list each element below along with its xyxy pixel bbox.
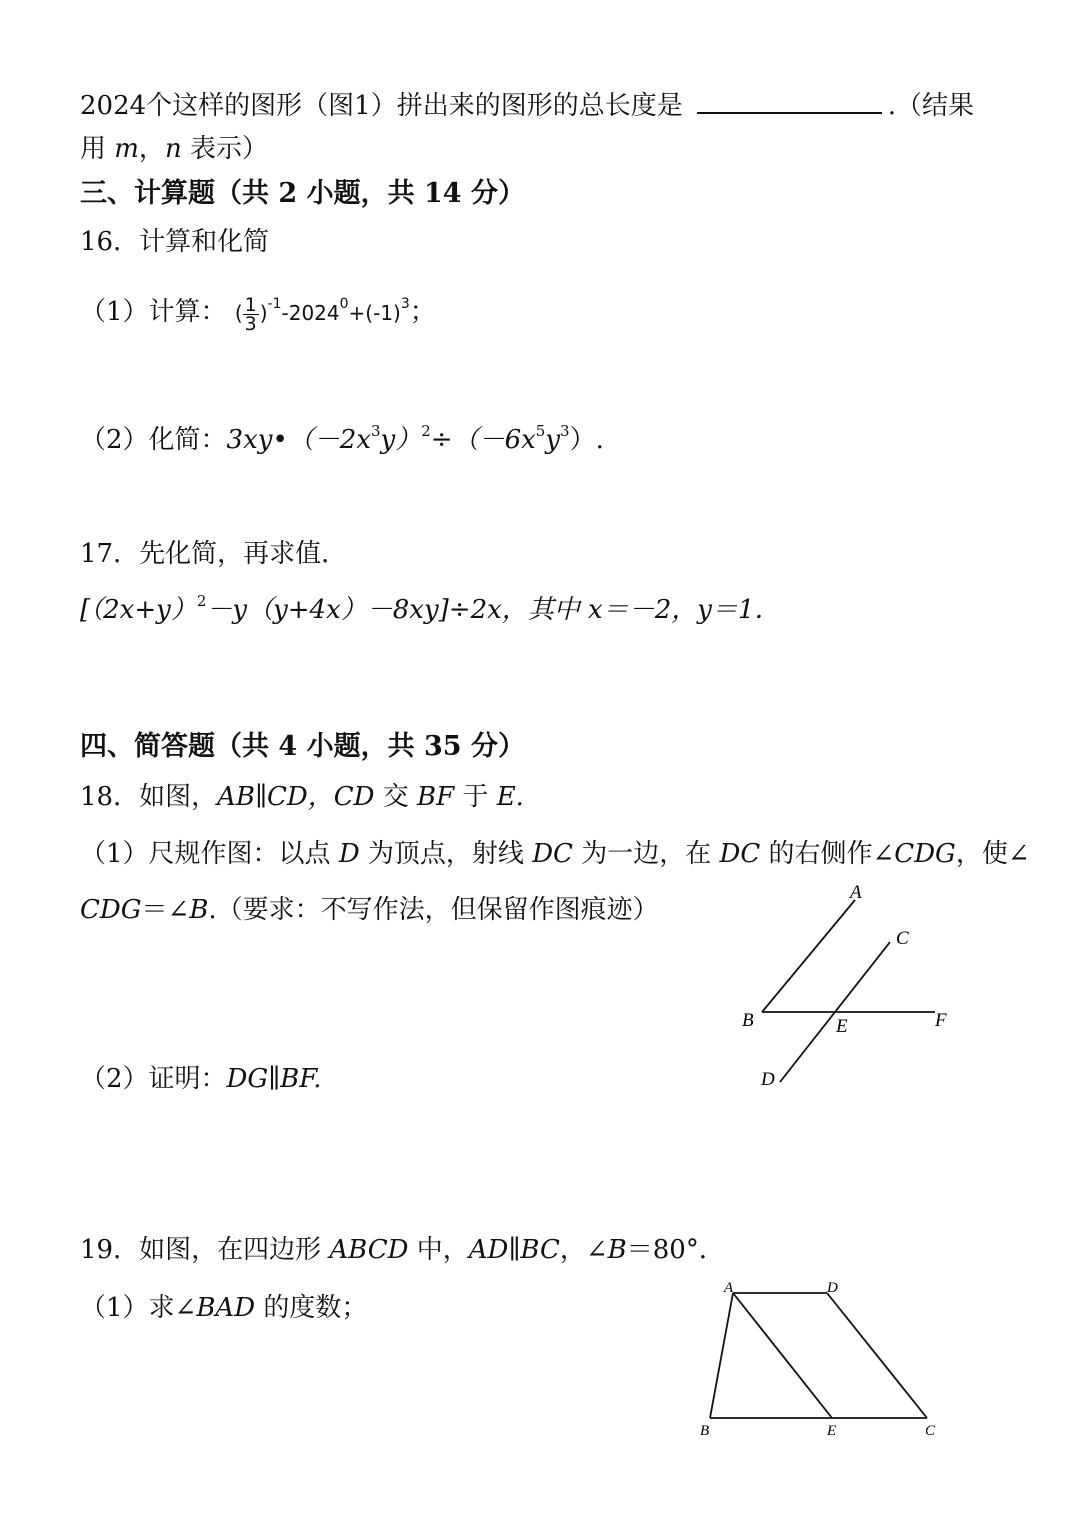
expr-e: ）. bbox=[569, 425, 604, 455]
q15-comma: ， bbox=[138, 134, 165, 164]
label-D: D bbox=[827, 1280, 838, 1296]
section3-heading: 三、计算题（共 2 小题，共 14 分） bbox=[80, 178, 525, 209]
q18-title bbox=[80, 779, 524, 815]
q19-title-b: ABCD bbox=[329, 1235, 409, 1265]
exponent-neg1: -1 bbox=[267, 296, 282, 312]
label-F: F bbox=[935, 1010, 947, 1031]
side-DC bbox=[827, 1293, 927, 1418]
q15-text-d: 表示） bbox=[181, 134, 268, 164]
q18-p1-DC2: DC bbox=[719, 839, 761, 869]
q19-p1-b: BAD bbox=[196, 1293, 256, 1323]
q19-part1 bbox=[80, 1290, 367, 1326]
label-A: A bbox=[724, 1280, 734, 1296]
q18-title-c: 交 bbox=[374, 782, 417, 812]
label-C: C bbox=[896, 928, 909, 949]
q18-p1-B: B bbox=[189, 895, 209, 925]
q19-title-d: AD∥BC bbox=[468, 1235, 560, 1265]
q19-title bbox=[80, 1232, 725, 1268]
label-E: E bbox=[827, 1423, 837, 1439]
q16-part1-label: （1）计算： bbox=[80, 297, 227, 327]
term-2024: -2024 bbox=[281, 301, 340, 325]
expr-a: 3xy•（－2x bbox=[226, 425, 371, 455]
label-D: D bbox=[761, 1069, 775, 1090]
q18-title-e: 于 bbox=[454, 782, 497, 812]
fraction-denominator: 3 bbox=[244, 313, 257, 335]
expr-c: ÷（－6x bbox=[430, 425, 536, 455]
sup-5: 5 bbox=[535, 422, 546, 440]
segment-AE bbox=[733, 1293, 832, 1418]
q18-p2-label: （2）证明： bbox=[80, 1064, 227, 1094]
q17-expr-a: [（2x+y） bbox=[80, 595, 197, 625]
q15-text-b: .（结果 bbox=[887, 91, 974, 121]
q16-part1-expr bbox=[234, 294, 410, 335]
rparen: ) bbox=[259, 301, 268, 325]
side-AB bbox=[710, 1293, 733, 1418]
var-n: n bbox=[164, 134, 182, 164]
q18-p1-c: 为一边，在 bbox=[572, 839, 720, 869]
label-E: E bbox=[836, 1016, 848, 1037]
q15-text-a: 2024个这样的图形（图1）拼出来的图形的总长度是 bbox=[80, 91, 683, 121]
q18-p1-d: 的右侧作∠ bbox=[760, 839, 895, 869]
q19-figure bbox=[690, 1275, 950, 1445]
q18-part2 bbox=[80, 1061, 322, 1097]
lparen: ( bbox=[234, 301, 243, 325]
q19-title-f: B bbox=[607, 1235, 627, 1265]
q19-title-g: ＝80°． bbox=[626, 1235, 725, 1265]
q19-title-e: ，∠ bbox=[559, 1235, 608, 1265]
expr-b: y） bbox=[380, 425, 422, 455]
fraction bbox=[243, 296, 259, 333]
q18-p1-eq: ＝∠ bbox=[141, 895, 190, 925]
q18-p1-e: ，使∠ bbox=[955, 839, 1030, 869]
q17-expr-b: －y（y+4x）－8xy]÷2x，其中 x＝－2，y＝1． bbox=[206, 595, 781, 625]
exponent-0: 0 bbox=[339, 296, 349, 312]
q18-part1-line1 bbox=[80, 836, 1030, 872]
q18-p1-DC: DC bbox=[532, 839, 573, 869]
var-m: m bbox=[114, 134, 139, 164]
label-C: C bbox=[925, 1423, 936, 1439]
q16-title: 16．计算和化简 bbox=[80, 227, 270, 257]
label-A: A bbox=[850, 882, 862, 903]
q16-part1 bbox=[80, 294, 436, 333]
label-B: B bbox=[700, 1423, 710, 1439]
sup-3b: 3 bbox=[560, 422, 570, 440]
q19-title-a: 19．如图，在四边形 bbox=[80, 1235, 330, 1265]
q17-sup2: 2 bbox=[196, 592, 207, 610]
label-B: B bbox=[742, 1010, 754, 1031]
q18-p1-note: .（要求：不写作法，但保留作图痕迹） bbox=[208, 895, 659, 925]
q18-p1-b: 为顶点，射线 bbox=[359, 839, 533, 869]
q18-p1-CDG2: CDG bbox=[80, 895, 142, 925]
q17-expr bbox=[80, 592, 780, 628]
q15-text-c: 用 bbox=[80, 134, 115, 164]
q18-figure bbox=[735, 880, 965, 1095]
q18-p1-CDG: CDG bbox=[894, 839, 956, 869]
q15-continuation-line1 bbox=[80, 86, 974, 124]
q19-title-c: 中， bbox=[408, 1235, 469, 1265]
section4-heading: 四、简答题（共 4 小题，共 35 分） bbox=[80, 731, 525, 762]
q19-p1-c: 的度数； bbox=[255, 1293, 368, 1323]
q15-continuation-line2 bbox=[80, 131, 268, 167]
expr-d: y bbox=[545, 425, 561, 455]
q18-title-d: BF bbox=[417, 782, 455, 812]
answer-blank[interactable] bbox=[697, 86, 882, 114]
q18-p1-D: D bbox=[338, 839, 360, 869]
sup-3: 3 bbox=[370, 422, 381, 440]
q18-p2-expr: DG∥BF. bbox=[226, 1064, 322, 1094]
q18-title-f: E. bbox=[496, 782, 524, 812]
line-AB bbox=[762, 900, 855, 1012]
q18-title-b: AB∥CD，CD bbox=[217, 782, 375, 812]
q18-p1-a: （1）尺规作图：以点 bbox=[80, 839, 339, 869]
semicolon: ； bbox=[409, 297, 436, 327]
q16-part2 bbox=[80, 422, 604, 458]
sup-2: 2 bbox=[421, 422, 431, 440]
q18-part1-line2 bbox=[80, 892, 659, 928]
q16-part2-label: （2）化简： bbox=[80, 425, 227, 455]
exponent-3: 3 bbox=[400, 296, 410, 312]
q17-title: 17．先化简，再求值． bbox=[80, 539, 348, 569]
q19-p1-a: （1）求∠ bbox=[80, 1293, 197, 1323]
fraction-numerator: 1 bbox=[244, 294, 257, 316]
term-neg1: +(-1) bbox=[348, 301, 401, 325]
q18-title-a: 18．如图， bbox=[80, 782, 218, 812]
